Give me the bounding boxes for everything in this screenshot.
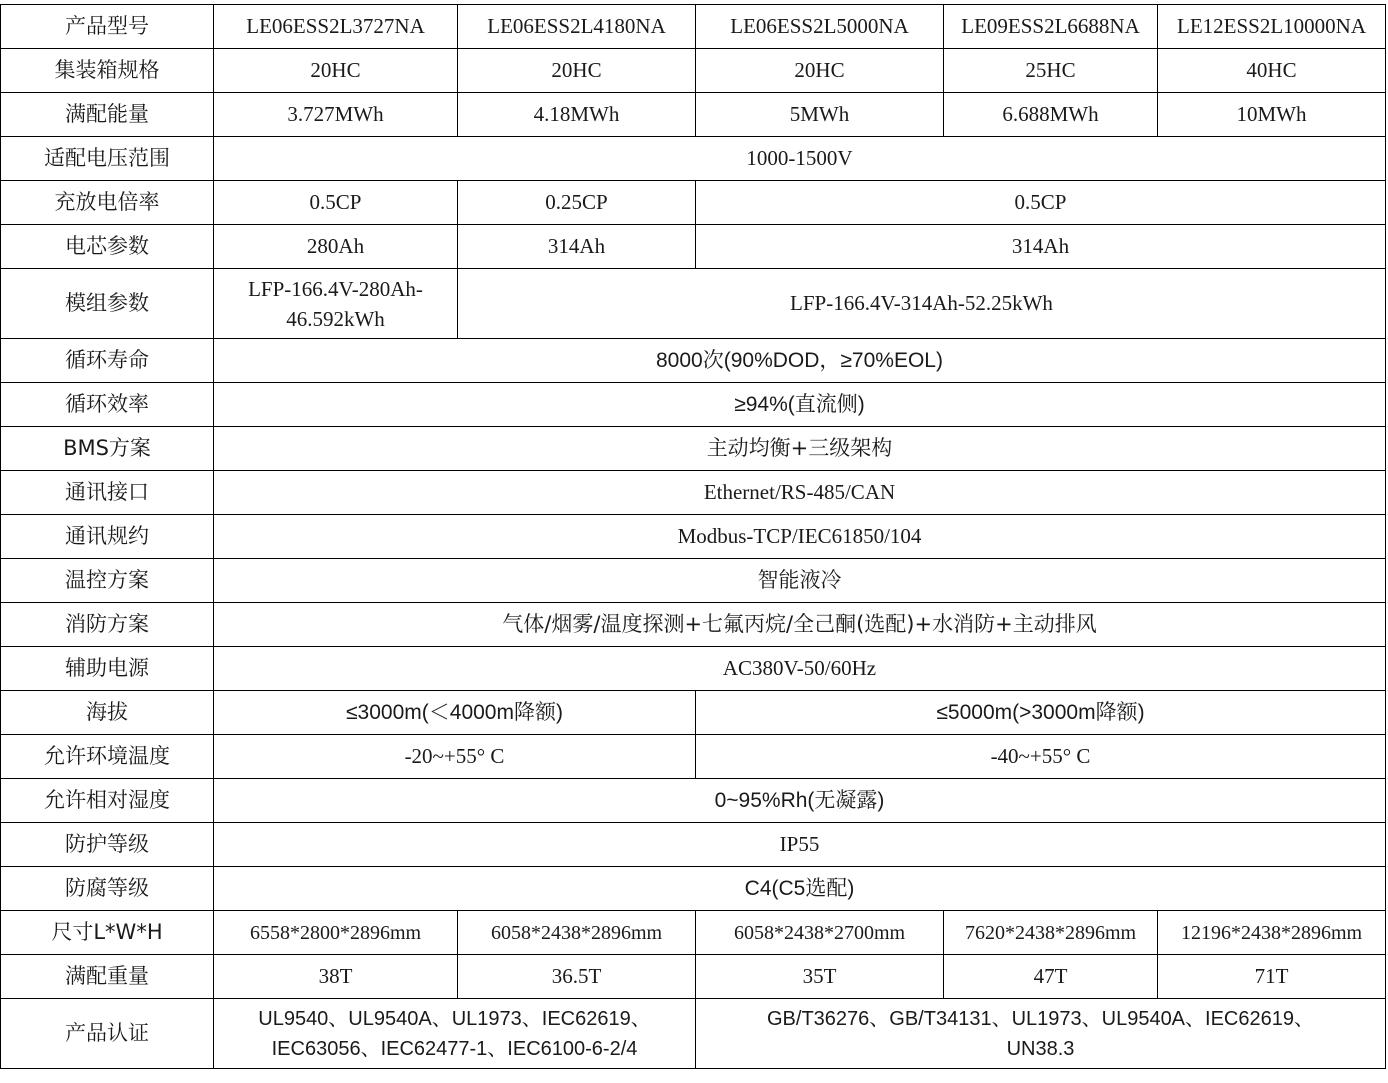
row-weight xyxy=(1,955,1386,999)
cert-left xyxy=(214,999,696,1069)
header-humidity: 允许相对湿度 xyxy=(1,779,214,823)
model-2: LE06ESS2L4180NA xyxy=(458,5,696,49)
energy-3: 5MWh xyxy=(696,93,944,137)
spec-table xyxy=(0,4,1386,1069)
rate-3: 0.5CP xyxy=(696,181,1386,225)
cell-1: 280Ah xyxy=(214,225,458,269)
row-size xyxy=(1,911,1386,955)
size-5: 12196*2438*2896mm xyxy=(1158,911,1386,955)
header-cycle-life: 循环寿命 xyxy=(1,339,214,383)
model-4: LE09ESS2L6688NA xyxy=(944,5,1158,49)
model-3: LE06ESS2L5000NA xyxy=(696,5,944,49)
row-fire xyxy=(1,603,1386,647)
container-1: 20HC xyxy=(214,49,458,93)
weight-1: 38T xyxy=(214,955,458,999)
container-5: 40HC xyxy=(1158,49,1386,93)
energy-4: 6.688MWh xyxy=(944,93,1158,137)
header-cell: 电芯参数 xyxy=(1,225,214,269)
header-weight: 满配重量 xyxy=(1,955,214,999)
cell-3: 314Ah xyxy=(696,225,1386,269)
temp-1: -20~+55° C xyxy=(214,735,696,779)
header-bms: BMS方案 xyxy=(1,427,214,471)
module-1-line1: LFP-166.4V-280Ah- xyxy=(248,276,423,301)
row-cycle-eff xyxy=(1,383,1386,427)
header-voltage: 适配电压范围 xyxy=(1,137,214,181)
container-2: 20HC xyxy=(458,49,696,93)
model-5: LE12ESS2L10000NA xyxy=(1158,5,1386,49)
energy-5: 10MWh xyxy=(1158,93,1386,137)
row-corrosion xyxy=(1,867,1386,911)
container-3: 20HC xyxy=(696,49,944,93)
altitude-2: ≤5000m(>3000m降额) xyxy=(696,691,1386,735)
aux-power-value: AC380V-50/60Hz xyxy=(214,647,1386,691)
header-cert: 产品认证 xyxy=(1,999,214,1069)
row-model xyxy=(1,5,1386,49)
size-3: 6058*2438*2700mm xyxy=(696,911,944,955)
header-size: 尺寸L*W*H xyxy=(1,911,214,955)
row-comm-proto xyxy=(1,515,1386,559)
header-thermal: 温控方案 xyxy=(1,559,214,603)
header-rate: 充放电倍率 xyxy=(1,181,214,225)
header-corrosion: 防腐等级 xyxy=(1,867,214,911)
cert-right xyxy=(696,999,1386,1069)
cycle-life-value: 8000次(90%DOD，≥70%EOL) xyxy=(214,339,1386,383)
humidity-value: 0~95%Rh(无凝露) xyxy=(214,779,1386,823)
size-1: 6558*2800*2896mm xyxy=(214,911,458,955)
header-temp: 允许环境温度 xyxy=(1,735,214,779)
corrosion-value: C4(C5选配) xyxy=(214,867,1386,911)
header-model: 产品型号 xyxy=(1,5,214,49)
row-voltage xyxy=(1,137,1386,181)
rate-1: 0.5CP xyxy=(214,181,458,225)
row-humidity xyxy=(1,779,1386,823)
weight-4: 47T xyxy=(944,955,1158,999)
header-comm-proto: 通讯规约 xyxy=(1,515,214,559)
bms-value: 主动均衡+三级架构 xyxy=(214,427,1386,471)
header-fire: 消防方案 xyxy=(1,603,214,647)
row-energy xyxy=(1,93,1386,137)
fire-value: 气体/烟雾/温度探测+七氟丙烷/全己酮(选配)+水消防+主动排风 xyxy=(214,603,1386,647)
voltage-value: 1000-1500V xyxy=(214,137,1386,181)
header-comm-if: 通讯接口 xyxy=(1,471,214,515)
weight-3: 35T xyxy=(696,955,944,999)
weight-5: 71T xyxy=(1158,955,1386,999)
cert-right-line1: GB/T36276、GB/T34131、UL1973、UL9540A、IEC62619、 xyxy=(767,1007,1314,1030)
row-comm-if xyxy=(1,471,1386,515)
header-module: 模组参数 xyxy=(1,269,214,339)
row-cycle-life xyxy=(1,339,1386,383)
thermal-value: 智能液冷 xyxy=(214,559,1386,603)
row-aux-power xyxy=(1,647,1386,691)
row-cell xyxy=(1,225,1386,269)
row-module xyxy=(1,269,1386,339)
header-protection: 防护等级 xyxy=(1,823,214,867)
row-protection xyxy=(1,823,1386,867)
model-1: LE06ESS2L3727NA xyxy=(214,5,458,49)
row-thermal xyxy=(1,559,1386,603)
size-2: 6058*2438*2896mm xyxy=(458,911,696,955)
module-1 xyxy=(214,269,458,339)
row-cert xyxy=(1,999,1386,1069)
weight-2: 36.5T xyxy=(458,955,696,999)
size-4: 7620*2438*2896mm xyxy=(944,911,1158,955)
container-4: 25HC xyxy=(944,49,1158,93)
cert-right-line2: UN38.3 xyxy=(1006,1037,1075,1060)
row-container xyxy=(1,49,1386,93)
cert-left-line1: UL9540、UL9540A、UL1973、IEC62619、 xyxy=(258,1007,651,1030)
cert-left-line2: IEC63056、IEC62477-1、IEC6100-6-2/4 xyxy=(271,1037,638,1060)
row-temp xyxy=(1,735,1386,779)
header-energy: 满配能量 xyxy=(1,93,214,137)
header-altitude: 海拔 xyxy=(1,691,214,735)
energy-2: 4.18MWh xyxy=(458,93,696,137)
module-1-line2: 46.592kWh xyxy=(286,306,385,331)
cycle-eff-value: ≥94%(直流侧) xyxy=(214,383,1386,427)
comm-proto-value: Modbus-TCP/IEC61850/104 xyxy=(214,515,1386,559)
row-bms xyxy=(1,427,1386,471)
module-rest: LFP-166.4V-314Ah-52.25kWh xyxy=(458,269,1386,339)
header-aux-power: 辅助电源 xyxy=(1,647,214,691)
altitude-1: ≤3000m(＜4000m降额) xyxy=(214,691,696,735)
temp-2: -40~+55° C xyxy=(696,735,1386,779)
rate-2: 0.25CP xyxy=(458,181,696,225)
header-cycle-eff: 循环效率 xyxy=(1,383,214,427)
cell-2: 314Ah xyxy=(458,225,696,269)
protection-value: IP55 xyxy=(214,823,1386,867)
row-rate xyxy=(1,181,1386,225)
header-container: 集装箱规格 xyxy=(1,49,214,93)
row-altitude xyxy=(1,691,1386,735)
comm-if-value: Ethernet/RS-485/CAN xyxy=(214,471,1386,515)
energy-1: 3.727MWh xyxy=(214,93,458,137)
